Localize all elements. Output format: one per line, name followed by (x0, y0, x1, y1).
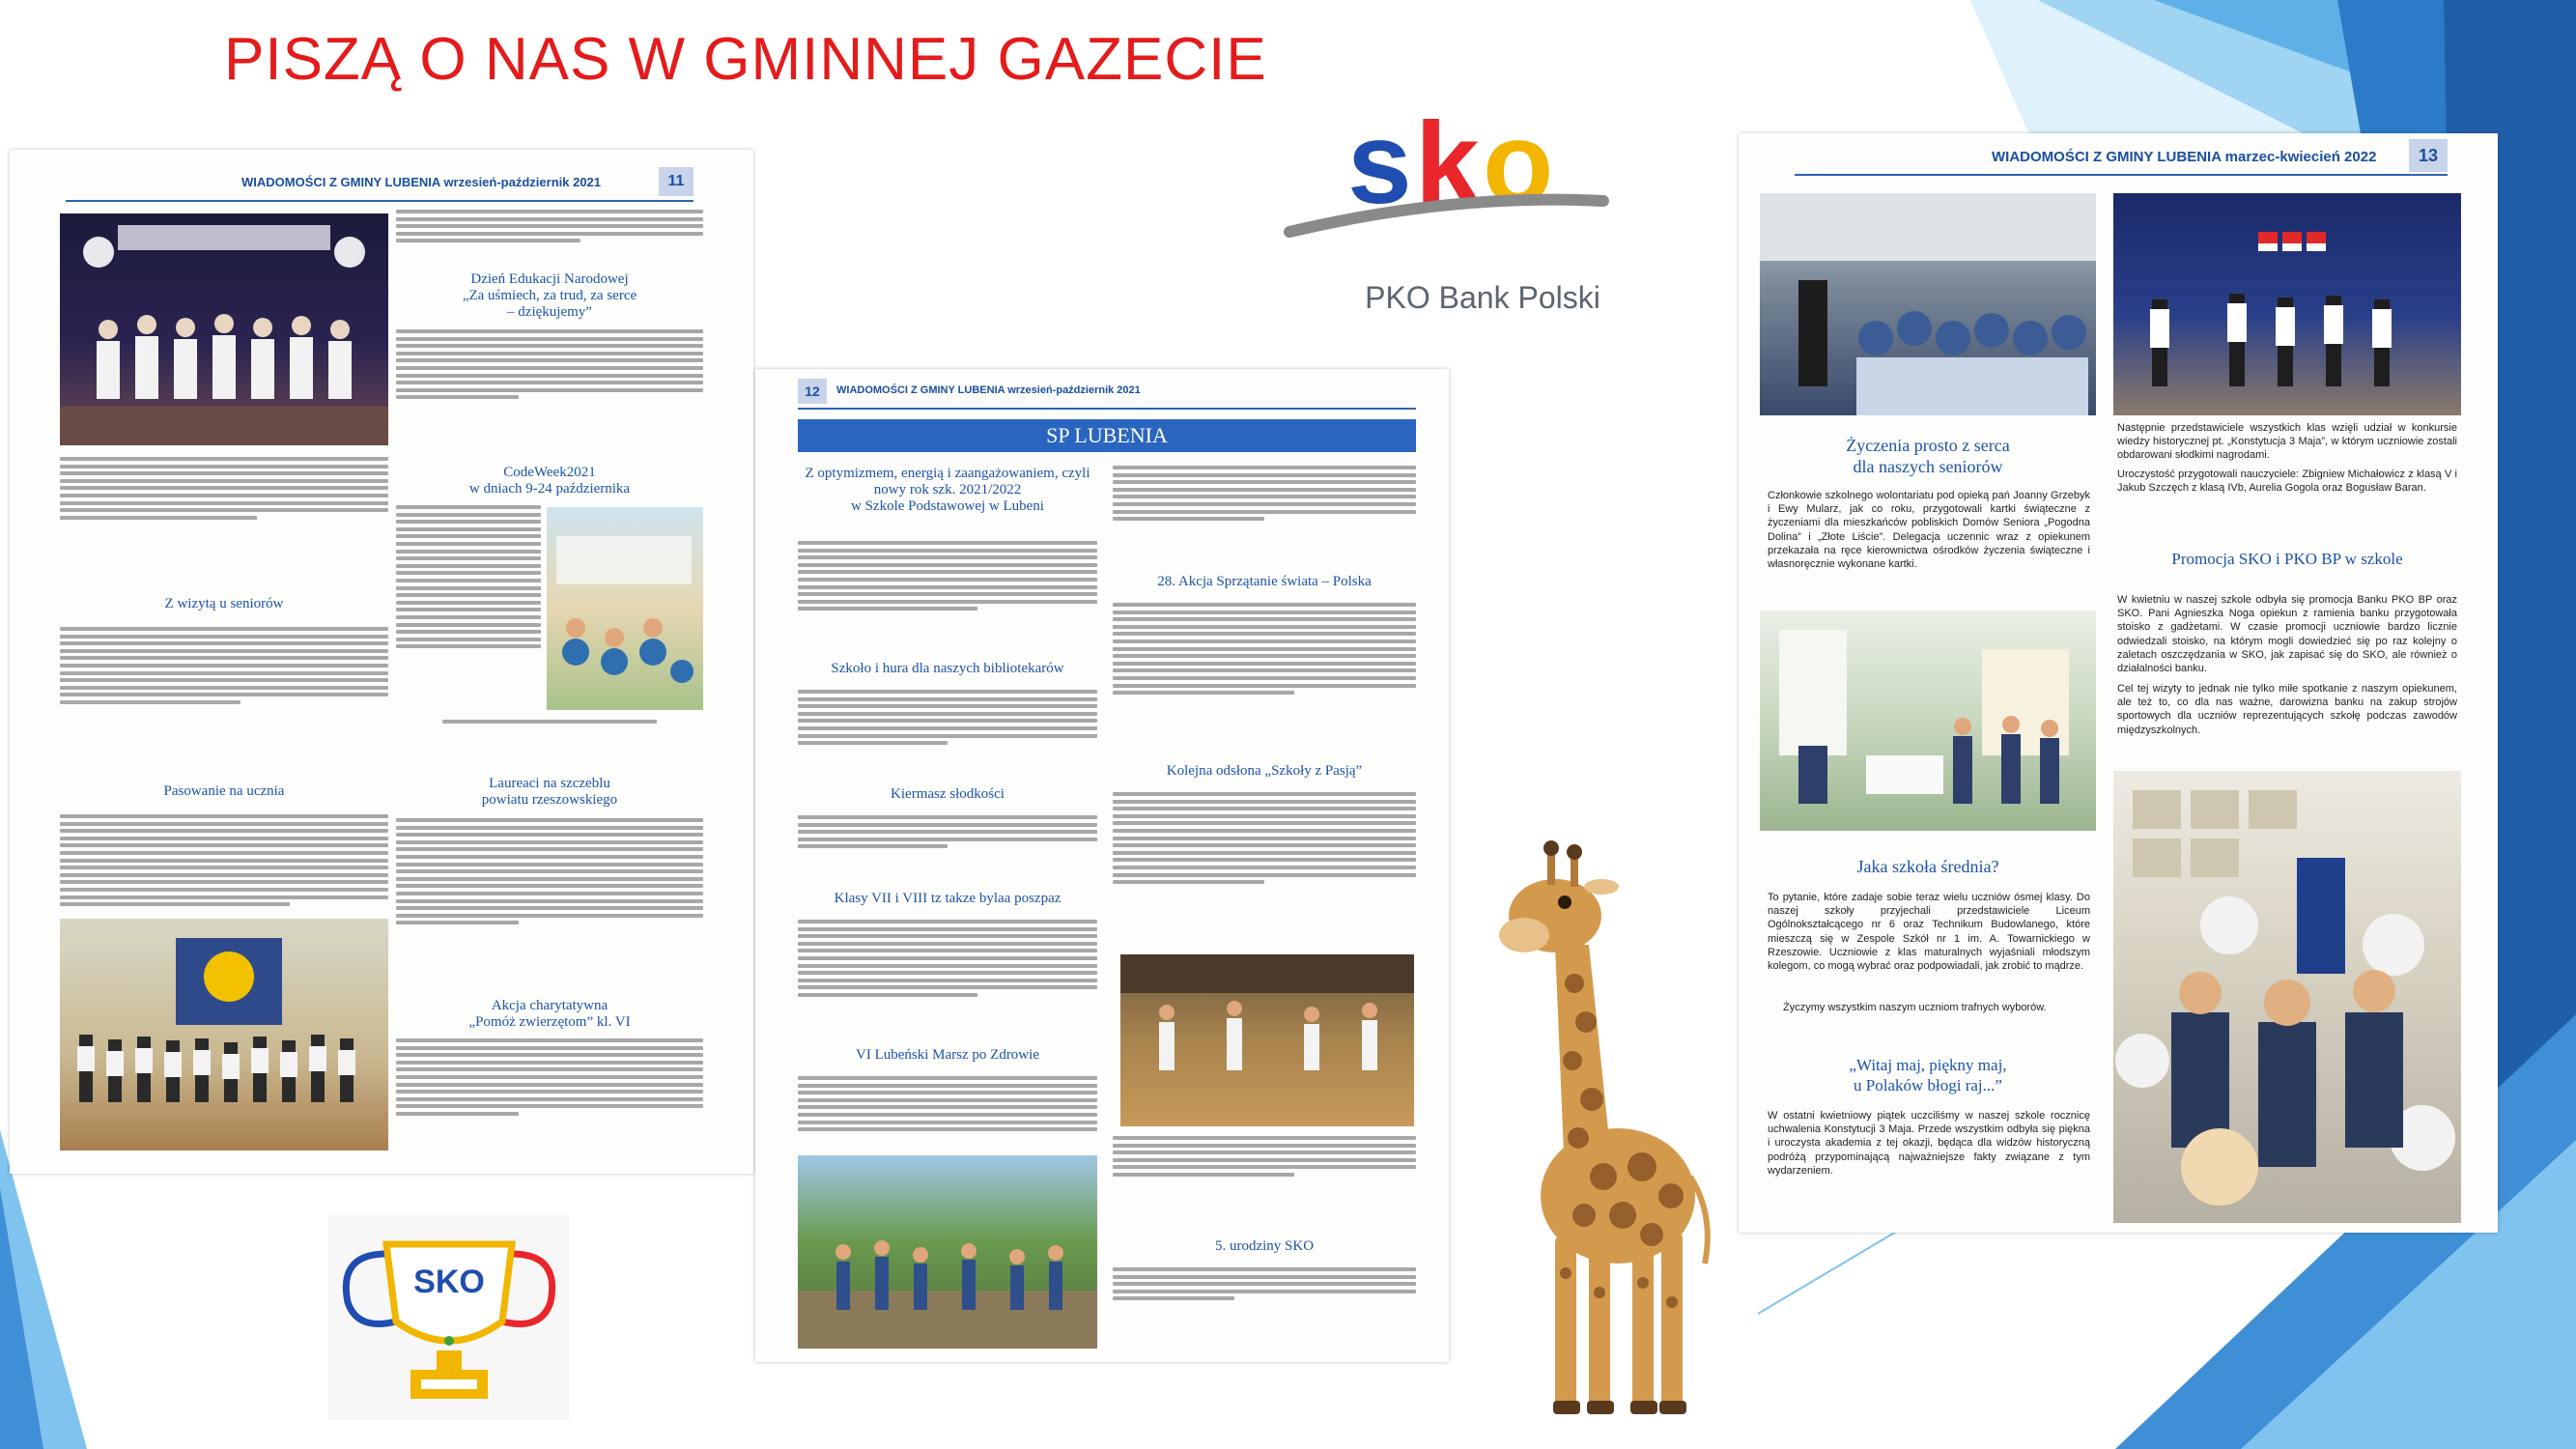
heading-olympian: Kolejna odsłona „Szkoły z Pasją” (1166, 763, 1363, 779)
newspaper-page-2 (755, 369, 1449, 1362)
heading-grapes: Kiermasz słodkości (891, 786, 1005, 802)
section-banner: SP LUBENIA (798, 419, 1416, 452)
photo-seniors-home (1760, 611, 2096, 831)
text-may: W ostatni kwietniowy piątek uczciliśmy w naszej szkole rocznicę uchwalenia Konstytucji 3 Maja. Przede wszystkim odbyła się piękna i uroczysta akademia z tej okazji, będąca dla widzów historyczną podróżą przypominającą najważniejsze fakty związane z tym wydarzeniem. (1768, 1110, 2090, 1177)
page-header: WIADOMOŚCI Z GMINY LUBENIA marzec-kwiecień 2022 (1992, 149, 2377, 165)
photo-school-stage (60, 213, 388, 445)
heading-high-school: Jaka szkoła średnia? (1856, 857, 1999, 876)
text-high-school-wish: Życzymy wszystkim naszym uczniom trafnych wyborów. (1783, 1002, 2047, 1013)
sko-letter-k: k (1415, 99, 1480, 228)
page-number: 12 (798, 379, 827, 404)
text-promo: W kwietniu w naszej szkole odbyła się promocja Banku PKO BP oraz SKO. Pani Agnieszka Noga opiekun z ramienia banku przygotowała stoisko z gadżetami. W czasie promocji uczniowie bardzo licznie odwiedzali stoisko, na którym mogli dowiedzieć się po raz kolejny o zaletach oszczędzania w SKO, jak zapisać się do SKO, ale również o działalności banku. (2117, 594, 2457, 675)
text-high-school: To pytanie, które zadaje sobie teraz wielu uczniów ósmej klasy. Do naszej szkoły przyjechali przedstawiciele Liceum Ogólnokształcącego nr 6 oraz Technikum Budowlanego, które mieszczą się w Zespole Szkół nr 1 im. A. Towarnickiego w Rzeszowie. Uczniowie z klas maturalnych wyjaśniali młodszym kolegom, co mogą wybrać oraz podpowiadali, jak zrobić to mądrze. (1768, 892, 2090, 973)
heading-sko-day: 5. urodziny SKO (1214, 1238, 1315, 1254)
heading-student-pledge: Pasowanie na ucznia (163, 783, 285, 799)
text-promo-2: Cel tej wizyty to jednak nie tylko miłe spotkanie z naszym opiekunem, ale też to, co dla nas ważne, darowizna banku na zakup strojów sportowych dla uczniów reprezentujących szkołę podczas zawodów międzyszkolnych. (2117, 683, 2457, 736)
photo-codeweek (547, 507, 703, 710)
heading-promo: Promocja SKO i PKO BP w szkole (2171, 550, 2403, 568)
page-number: 13 (2409, 139, 2448, 172)
sko-logo (1270, 87, 1637, 348)
newspaper-page-3 (1739, 133, 2498, 1233)
trophy-text: SKO (413, 1264, 485, 1300)
heading-seniors: Z wizytą u seniorów (164, 596, 284, 611)
heading-march: VI Lubeński Marsz po Zdrowie (856, 1047, 1039, 1063)
heading-library: Szkoło i hura dla naszych bibliotekarów (831, 661, 1064, 676)
newspaper-page-1 (10, 150, 753, 1174)
heading-laureates: Laureaci na szczeblu powiatu rzeszowskiego (481, 776, 618, 808)
photo-sports-hall (1120, 954, 1414, 1126)
slide-title: PISZĄ O NAS W GMINNEJ GAZECIE (224, 26, 1267, 93)
text-wishes: Członkowie szkolnego wolontariatu pod opieką pań Joanny Grzebyk i Ewy Mularz, jak co roku, przygotowali kartki świąteczne z życzeniami dla mieszkańców pobliskich Domów Seniora „Pogodna Dolina” i „Złote Liście”. Delegacja uczennic wraz z opiekunem przekazała na ręce kierownictwa ośrodków życzenia świąteczne i własnoręcznie wykonane kartki. (1768, 490, 2090, 571)
heading-codeweek: CodeWeek2021 w dniach 9-24 października (468, 465, 631, 497)
photo-assembly-hall (1760, 193, 2096, 415)
sko-letter-s: s (1347, 99, 1412, 228)
photo-march (798, 1155, 1097, 1349)
heading-cleanup: 28. Akcja Sprzątanie świata – Polska (1157, 574, 1372, 589)
heading-teachers-day: Dzień Edukacji Narodowej „Za uśmiech, za trud, za serce – dziękujemy” (462, 271, 637, 320)
heading-grades: Klasy VII i VIII tz takze bylaa poszpaz (834, 891, 1062, 906)
pko-brand: PKO Bank Polski (1365, 280, 1600, 315)
giraffe-illustration (1497, 810, 1719, 1430)
heading-wishes: Życzenia prosto z serca dla naszych seniorów (1846, 436, 2010, 476)
sko-letter-o: o (1483, 99, 1554, 228)
text-contest: Następnie przedstawiciele wszystkich klas wzięli udział w konkursie wiedzy historycznej pt. „Konstytucja 3 Maja”, w którym uczniowie zostali obdarowani słodkimi nagrodami. (2117, 422, 2457, 462)
page-header: WIADOMOŚCI Z GMINY LUBENIA wrzesień-październik 2021 (836, 384, 1141, 396)
trophy-icon (328, 1215, 570, 1420)
heading-charity: Akcja charytatywna „Pomóż zwierzętom” kl. VI (468, 998, 631, 1030)
heading-may: „Witaj maj, piękny maj, u Polaków błogi raj...” (1849, 1056, 2007, 1094)
heading-new-year: Z optymizmem, energią i zaangażowaniem, czyli nowy rok szk. 2021/2022 w Szkole Podstawowej w Lubeni (805, 466, 1090, 514)
text-teachers: Uroczystość przygotowali nauczyciele: Zbigniew Michałowicz z klasą V i Jakub Szczęch z klasą IVb, Aurelia Gogola oraz Bogusław Baran. (2117, 469, 2457, 495)
photo-constitution-day (2113, 193, 2461, 415)
page-header: WIADOMOŚCI Z GMINY LUBENIA wrzesień-październik 2021 (241, 175, 602, 189)
page-number: 11 (659, 167, 694, 196)
photo-bank-promo (2113, 771, 2461, 1223)
photo-gym-pledge (60, 919, 388, 1151)
